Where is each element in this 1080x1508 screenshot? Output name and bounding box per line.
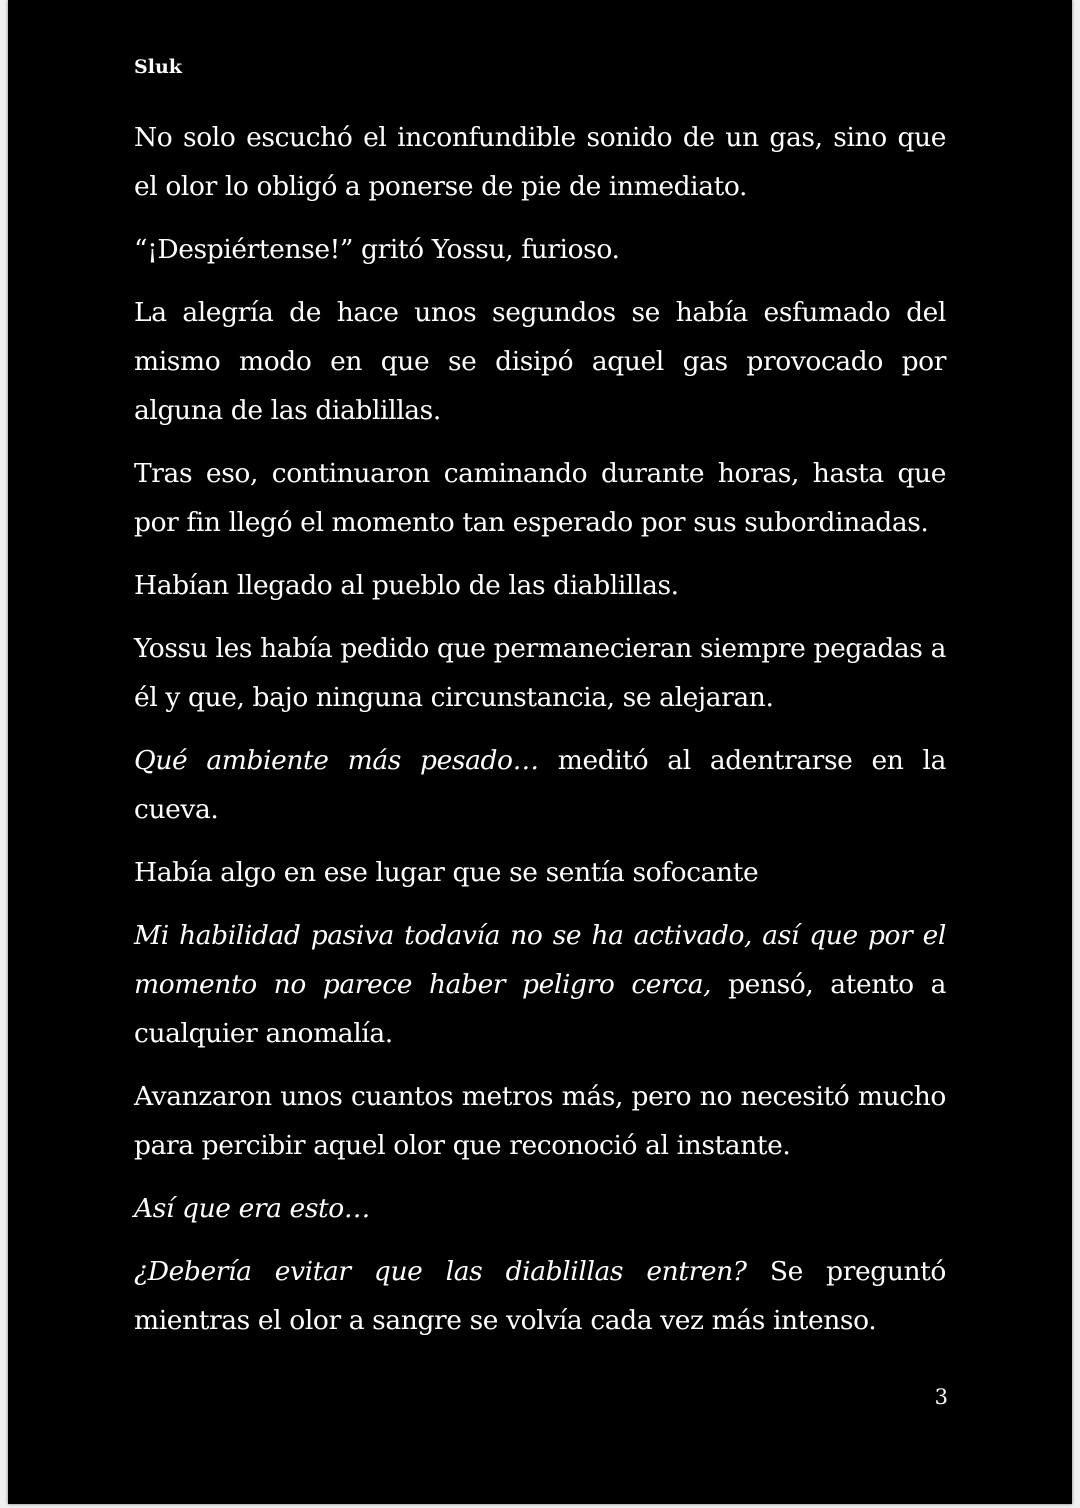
paragraph: No solo escuchó el inconfundible sonido de un gas, sino que el olor lo obligó a ponerse de pie de inmediato. [134, 122, 946, 202]
paragraph: Tras eso, continuaron caminando durante horas, hasta que por fin llegó el momento tan esperado por sus subordinadas. [134, 458, 946, 538]
paragraph-text: pensó, atento a cualquier anomalía. [134, 969, 946, 1049]
body-text [134, 113, 946, 1359]
paragraph [134, 736, 946, 834]
italic-thought: ¿Debería evitar que las diablillas entren? [134, 1256, 747, 1287]
paragraph-text: Se preguntó mientras el olor a sangre se volvía cada vez más intenso. [134, 1256, 946, 1336]
document-page [8, 0, 1072, 1504]
paragraph [134, 1247, 946, 1345]
running-header: Sluk [134, 56, 182, 78]
paragraph: La alegría de hace unos segundos se había esfumado del mismo modo en que se disipó aquel gas provocado por alguna de las diablillas. [134, 297, 946, 426]
paragraph: “¡Despiértense!” gritó Yossu, furioso. [134, 234, 620, 265]
italic-thought: Así que era esto… [134, 1193, 370, 1224]
paragraph: Habían llegado al pueblo de las diablillas. [134, 570, 679, 601]
paragraph [134, 1184, 946, 1233]
paragraph: Había algo en ese lugar que se sentía sofocante [134, 857, 759, 888]
italic-thought: Mi habilidad pasiva todavía no se ha activado, así que por el momento no parece haber peligro cerca, [134, 920, 946, 1000]
paragraph: Avanzaron unos cuantos metros más, pero no necesitó mucho para percibir aquel olor que reconoció al instante. [134, 1081, 946, 1161]
italic-thought: Qué ambiente más pesado… [134, 745, 539, 776]
paragraph: Yossu les había pedido que permanecieran siempre pegadas a él y que, bajo ninguna circunstancia, se alejaran. [134, 633, 946, 713]
paragraph [134, 911, 946, 1058]
page-number: 3 [934, 1385, 948, 1409]
paragraph-text: meditó al adentrarse en la cueva. [134, 745, 946, 825]
